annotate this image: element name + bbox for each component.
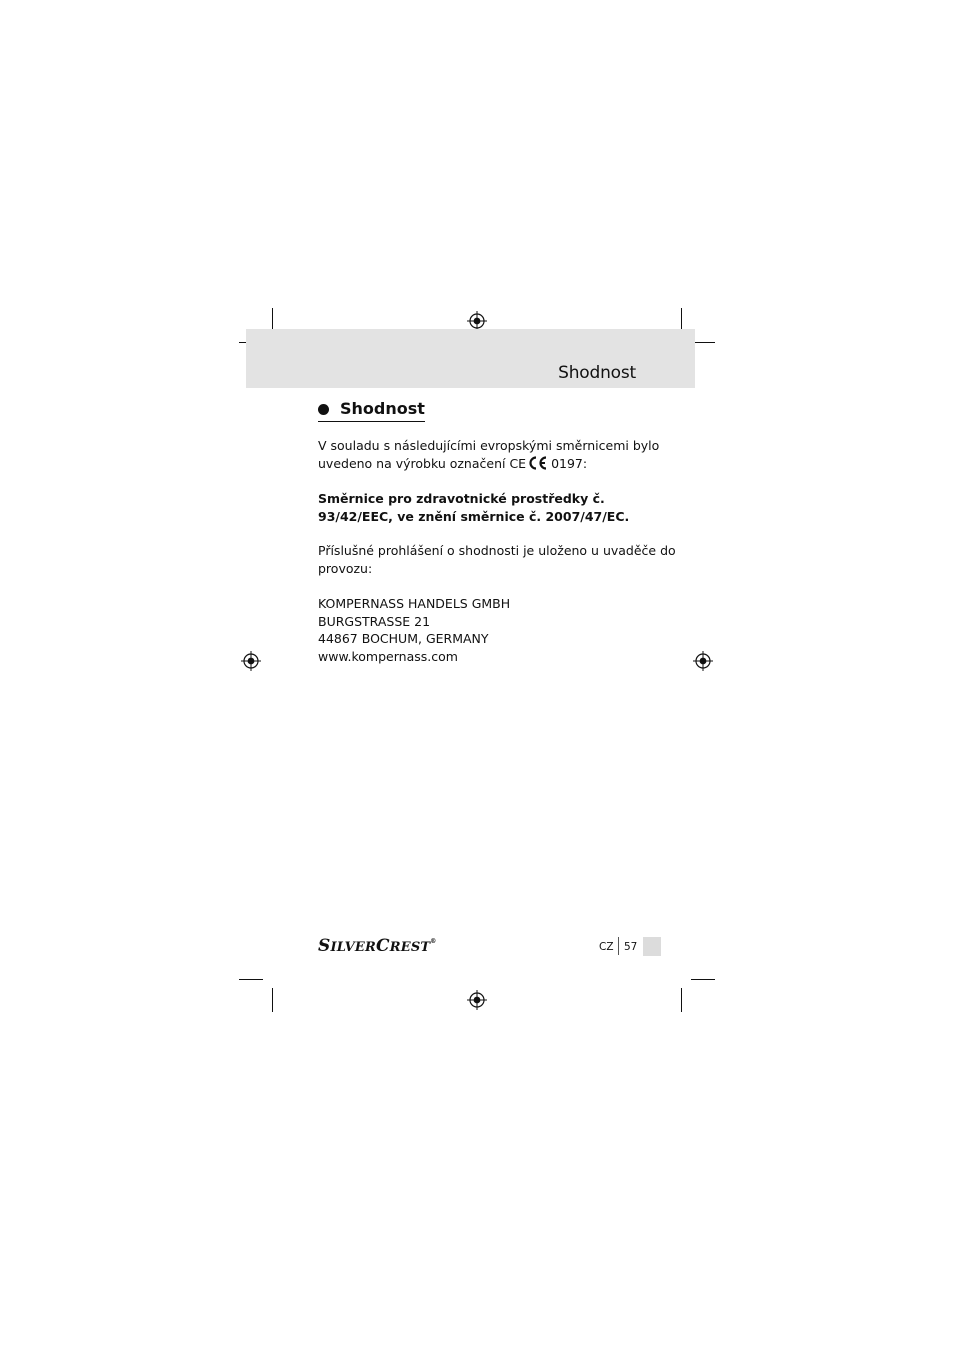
- crop-mark: [239, 979, 263, 980]
- directive-line: Směrnice pro zdravotnické prostředky č.: [318, 491, 605, 506]
- registration-mark-icon: [241, 651, 261, 671]
- street-address: BURGSTRASSE 21: [318, 613, 431, 629]
- brand-logo: SILVERCREST®: [318, 936, 437, 956]
- bullet-icon: [318, 404, 329, 415]
- crop-mark: [681, 988, 682, 1012]
- intro-line: [318, 455, 658, 475]
- intro-paragraph: [318, 437, 658, 474]
- header-band: [246, 329, 695, 388]
- page-number: 57: [624, 941, 638, 953]
- language-code: CZ: [599, 941, 614, 953]
- intro-line: V souladu s následujícími evropskými směrnicemi bylo: [318, 438, 660, 453]
- section-heading: [318, 398, 425, 422]
- section-title: Shodnost: [340, 399, 425, 418]
- directive-paragraph: [318, 490, 658, 525]
- declaration-paragraph: [318, 542, 676, 577]
- intro-text: uvedeno na výrobku označení CE: [318, 455, 527, 471]
- footer-divider: [618, 937, 619, 955]
- crop-mark: [691, 979, 715, 980]
- declaration-line: provozu:: [318, 560, 373, 576]
- city-address: 44867 BOCHUM, GERMANY: [318, 631, 489, 646]
- registration-mark-icon: [467, 990, 487, 1010]
- company-name: KOMPERNASS HANDELS GMBH: [318, 596, 511, 611]
- registration-mark-icon: [693, 651, 713, 671]
- website-link[interactable]: www.kompernass.com: [318, 648, 458, 664]
- crop-mark: [272, 988, 273, 1012]
- page-header-title: Shodnost: [558, 363, 636, 383]
- registration-mark-icon: [467, 311, 487, 331]
- ce-number: 0197:: [551, 455, 588, 471]
- ce-mark-icon: [528, 456, 548, 475]
- address-block: [318, 595, 658, 665]
- declaration-line: Příslušné prohlášení o shodnosti je uloženo u uvaděče do: [318, 543, 676, 558]
- page-tab-marker: [643, 937, 661, 956]
- directive-line: 93/42/EEC, ve znění směrnice č. 2007/47/EC.: [318, 508, 630, 524]
